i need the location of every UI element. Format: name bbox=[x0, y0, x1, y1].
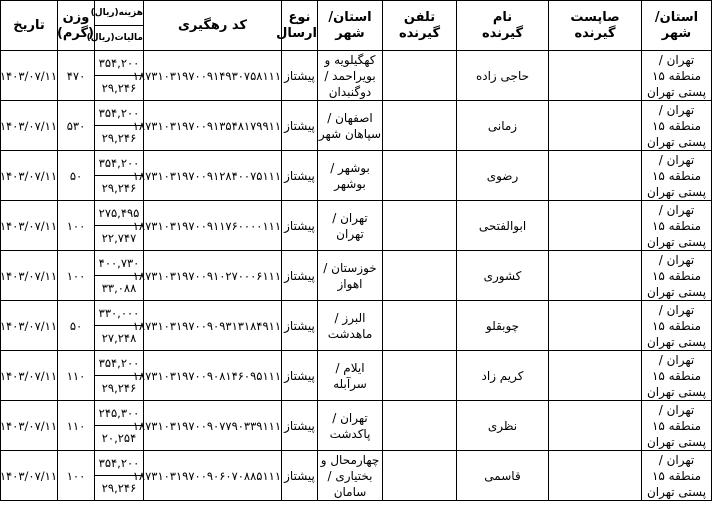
table-row bbox=[1, 301, 712, 326]
table-row bbox=[1, 351, 712, 376]
header-tax: مالیات(ریال) bbox=[95, 26, 144, 51]
date-cell: ۱۴۰۳/۰۷/۱۱ bbox=[1, 151, 58, 201]
destination-cell: تهران / پاکدشت bbox=[318, 401, 383, 451]
weight-cell: ۱۱۰ bbox=[58, 351, 95, 401]
cost-cell: ۳۵۴,۲۰۰ bbox=[95, 151, 144, 176]
date-cell: ۱۴۰۳/۰۷/۱۱ bbox=[1, 451, 58, 501]
recipient-name-cell: ابوالفتحی bbox=[457, 201, 549, 251]
date-cell: ۱۴۰۳/۰۷/۱۱ bbox=[1, 301, 58, 351]
weight-cell: ۱۰۰ bbox=[58, 451, 95, 501]
send-type-cell: پیشتاز bbox=[282, 101, 318, 151]
cost-cell: ۳۵۴,۲۰۰ bbox=[95, 51, 144, 76]
recipient-phone-cell bbox=[383, 251, 457, 301]
destination-cell: خوزستان / اهواز bbox=[318, 251, 383, 301]
destination-cell: البرز / ماهدشت bbox=[318, 301, 383, 351]
weight-cell: ۱۰۰ bbox=[58, 251, 95, 301]
weight-cell: ۵۳۰ bbox=[58, 101, 95, 151]
recipient-phone-cell bbox=[383, 351, 457, 401]
tax-cell: ۲۹,۲۴۶ bbox=[95, 76, 144, 101]
sender-cell bbox=[549, 301, 642, 351]
sender-cell bbox=[549, 51, 642, 101]
cost-cell: ۲۴۵,۳۰۰ bbox=[95, 401, 144, 426]
date-cell: ۱۴۰۳/۰۷/۱۱ bbox=[1, 351, 58, 401]
destination-cell: کهگیلویه و بویراحمد / دوگنبدان bbox=[318, 51, 383, 101]
tax-cell: ۲۰,۲۵۴ bbox=[95, 426, 144, 451]
sender-cell bbox=[549, 451, 642, 501]
weight-cell: ۱۱۰ bbox=[58, 401, 95, 451]
tracking-code-cell: ۱۸۷۳۱۰۳۱۹۷۰۰۹۰۶۰۷۰۸۸۵۱۱۱ bbox=[144, 451, 282, 501]
header-date: تاریخ bbox=[1, 1, 58, 51]
tracking-code-cell: ۱۸۷۳۱۰۳۱۹۷۰۰۹۱۳۵۴۸۱۷۹۹۱۱ bbox=[144, 101, 282, 151]
recipient-phone-cell bbox=[383, 451, 457, 501]
sender-cell bbox=[549, 151, 642, 201]
table-row bbox=[1, 251, 712, 276]
header-destination: استان/ شهر bbox=[318, 1, 383, 51]
recipient-name-cell: حاجی زاده bbox=[457, 51, 549, 101]
recipient-phone-cell bbox=[383, 401, 457, 451]
weight-cell: ۱۰۰ bbox=[58, 201, 95, 251]
recipient-name-cell: قاسمی bbox=[457, 451, 549, 501]
send-type-cell: پیشتاز bbox=[282, 301, 318, 351]
recipient-phone-cell bbox=[383, 201, 457, 251]
origin-cell: تهران / منطقه ۱۵ پستی تهران bbox=[642, 451, 712, 501]
recipient-name-cell: چوبقلو bbox=[457, 301, 549, 351]
origin-cell: تهران / منطقه ۱۵ پستی تهران bbox=[642, 351, 712, 401]
tax-cell: ۲۹,۲۴۶ bbox=[95, 376, 144, 401]
send-type-cell: پیشتاز bbox=[282, 51, 318, 101]
origin-cell: تهران / منطقه ۱۵ پستی تهران bbox=[642, 201, 712, 251]
header-recipient-name: نام گیرنده bbox=[457, 1, 549, 51]
cost-cell: ۲۷۵,۴۹۵ bbox=[95, 201, 144, 226]
header-origin: استان/ شهر bbox=[642, 1, 712, 51]
origin-cell: تهران / منطقه ۱۵ پستی تهران bbox=[642, 151, 712, 201]
table-row bbox=[1, 151, 712, 176]
origin-cell: تهران / منطقه ۱۵ پستی تهران bbox=[642, 51, 712, 101]
send-type-cell: پیشتاز bbox=[282, 451, 318, 501]
destination-cell: بوشهر / بوشهر bbox=[318, 151, 383, 201]
tax-cell: ۲۲,۷۴۷ bbox=[95, 226, 144, 251]
header-tracking-code: کد رهگیری bbox=[144, 1, 282, 51]
date-cell: ۱۴۰۳/۰۷/۱۱ bbox=[1, 51, 58, 101]
tracking-code-cell: ۱۸۷۳۱۰۳۱۹۷۰۰۹۰۸۱۴۶۰۹۵۱۱۱ bbox=[144, 351, 282, 401]
cost-cell: ۳۳۰,۰۰۰ bbox=[95, 301, 144, 326]
sender-cell bbox=[549, 101, 642, 151]
origin-cell: تهران / منطقه ۱۵ پستی تهران bbox=[642, 251, 712, 301]
recipient-phone-cell bbox=[383, 101, 457, 151]
weight-cell: ۵۰ bbox=[58, 151, 95, 201]
send-type-cell: پیشتاز bbox=[282, 401, 318, 451]
send-type-cell: پیشتاز bbox=[282, 351, 318, 401]
tax-cell: ۲۹,۲۴۶ bbox=[95, 126, 144, 151]
table-row bbox=[1, 401, 712, 426]
tracking-code-cell: ۱۸۷۳۱۰۳۱۹۷۰۰۹۰۹۳۱۳۱۸۴۹۱۱ bbox=[144, 301, 282, 351]
table-row bbox=[1, 451, 712, 476]
weight-cell: ۴۷۰ bbox=[58, 51, 95, 101]
recipient-name-cell: نظری bbox=[457, 401, 549, 451]
cost-cell: ۳۵۴,۲۰۰ bbox=[95, 351, 144, 376]
header-send-type: نوع ارسال bbox=[282, 1, 318, 51]
recipient-name-cell: کریم زاد bbox=[457, 351, 549, 401]
weight-cell: ۵۰ bbox=[58, 301, 95, 351]
recipient-name-cell: زمانی bbox=[457, 101, 549, 151]
header-sender: صاپست گیرنده bbox=[549, 1, 642, 51]
date-cell: ۱۴۰۳/۰۷/۱۱ bbox=[1, 101, 58, 151]
tax-cell: ۳۳,۰۸۸ bbox=[95, 276, 144, 301]
header-weight: وزن (گرم) bbox=[58, 1, 95, 51]
table-row bbox=[1, 201, 712, 226]
destination-cell: چهارمحال و بختیاری / سامان bbox=[318, 451, 383, 501]
cost-cell: ۴۰۰,۷۳۰ bbox=[95, 251, 144, 276]
table-row bbox=[1, 101, 712, 126]
sender-cell bbox=[549, 201, 642, 251]
tax-cell: ۲۷,۲۴۸ bbox=[95, 326, 144, 351]
send-type-cell: پیشتاز bbox=[282, 251, 318, 301]
send-type-cell: پیشتاز bbox=[282, 201, 318, 251]
recipient-phone-cell bbox=[383, 301, 457, 351]
table-body bbox=[1, 51, 712, 501]
origin-cell: تهران / منطقه ۱۵ پستی تهران bbox=[642, 401, 712, 451]
header-cost: هزینه(ریال) bbox=[95, 1, 144, 26]
sender-cell bbox=[549, 251, 642, 301]
recipient-name-cell: کشوری bbox=[457, 251, 549, 301]
table-row bbox=[1, 51, 712, 76]
cost-cell: ۳۵۴,۲۰۰ bbox=[95, 101, 144, 126]
destination-cell: ایلام / سرآبله bbox=[318, 351, 383, 401]
recipient-phone-cell bbox=[383, 151, 457, 201]
header-row bbox=[1, 1, 712, 26]
send-type-cell: پیشتاز bbox=[282, 151, 318, 201]
tracking-code-cell: ۱۸۷۳۱۰۳۱۹۷۰۰۹۱۴۹۳۰۷۵۸۱۱۱ bbox=[144, 51, 282, 101]
destination-cell: تهران / تهران bbox=[318, 201, 383, 251]
tax-cell: ۲۹,۲۴۶ bbox=[95, 176, 144, 201]
sender-cell bbox=[549, 401, 642, 451]
tax-cell: ۲۹,۲۴۶ bbox=[95, 476, 144, 501]
tracking-code-cell: ۱۸۷۳۱۰۳۱۹۷۰۰۹۰۷۷۹۰۳۳۹۱۱۱ bbox=[144, 401, 282, 451]
recipient-name-cell: رضوی bbox=[457, 151, 549, 201]
origin-cell: تهران / منطقه ۱۵ پستی تهران bbox=[642, 101, 712, 151]
date-cell: ۱۴۰۳/۰۷/۱۱ bbox=[1, 201, 58, 251]
tracking-code-cell: ۱۸۷۳۱۰۳۱۹۷۰۰۹۱۰۲۷۰۰۰۶۱۱۱ bbox=[144, 251, 282, 301]
tracking-code-cell: ۱۸۷۳۱۰۳۱۹۷۰۰۹۱۱۷۶۰۰۰۰۱۱۱ bbox=[144, 201, 282, 251]
cost-cell: ۳۵۴,۲۰۰ bbox=[95, 451, 144, 476]
tracking-code-cell: ۱۸۷۳۱۰۳۱۹۷۰۰۹۱۲۸۴۰۰۷۵۱۱۱ bbox=[144, 151, 282, 201]
origin-cell: تهران / منطقه ۱۵ پستی تهران bbox=[642, 301, 712, 351]
date-cell: ۱۴۰۳/۰۷/۱۱ bbox=[1, 251, 58, 301]
header-recipient-phone: تلفن گیرنده bbox=[383, 1, 457, 51]
destination-cell: اصفهان / سپاهان شهر bbox=[318, 101, 383, 151]
sender-cell bbox=[549, 351, 642, 401]
recipient-phone-cell bbox=[383, 51, 457, 101]
date-cell: ۱۴۰۳/۰۷/۱۱ bbox=[1, 401, 58, 451]
